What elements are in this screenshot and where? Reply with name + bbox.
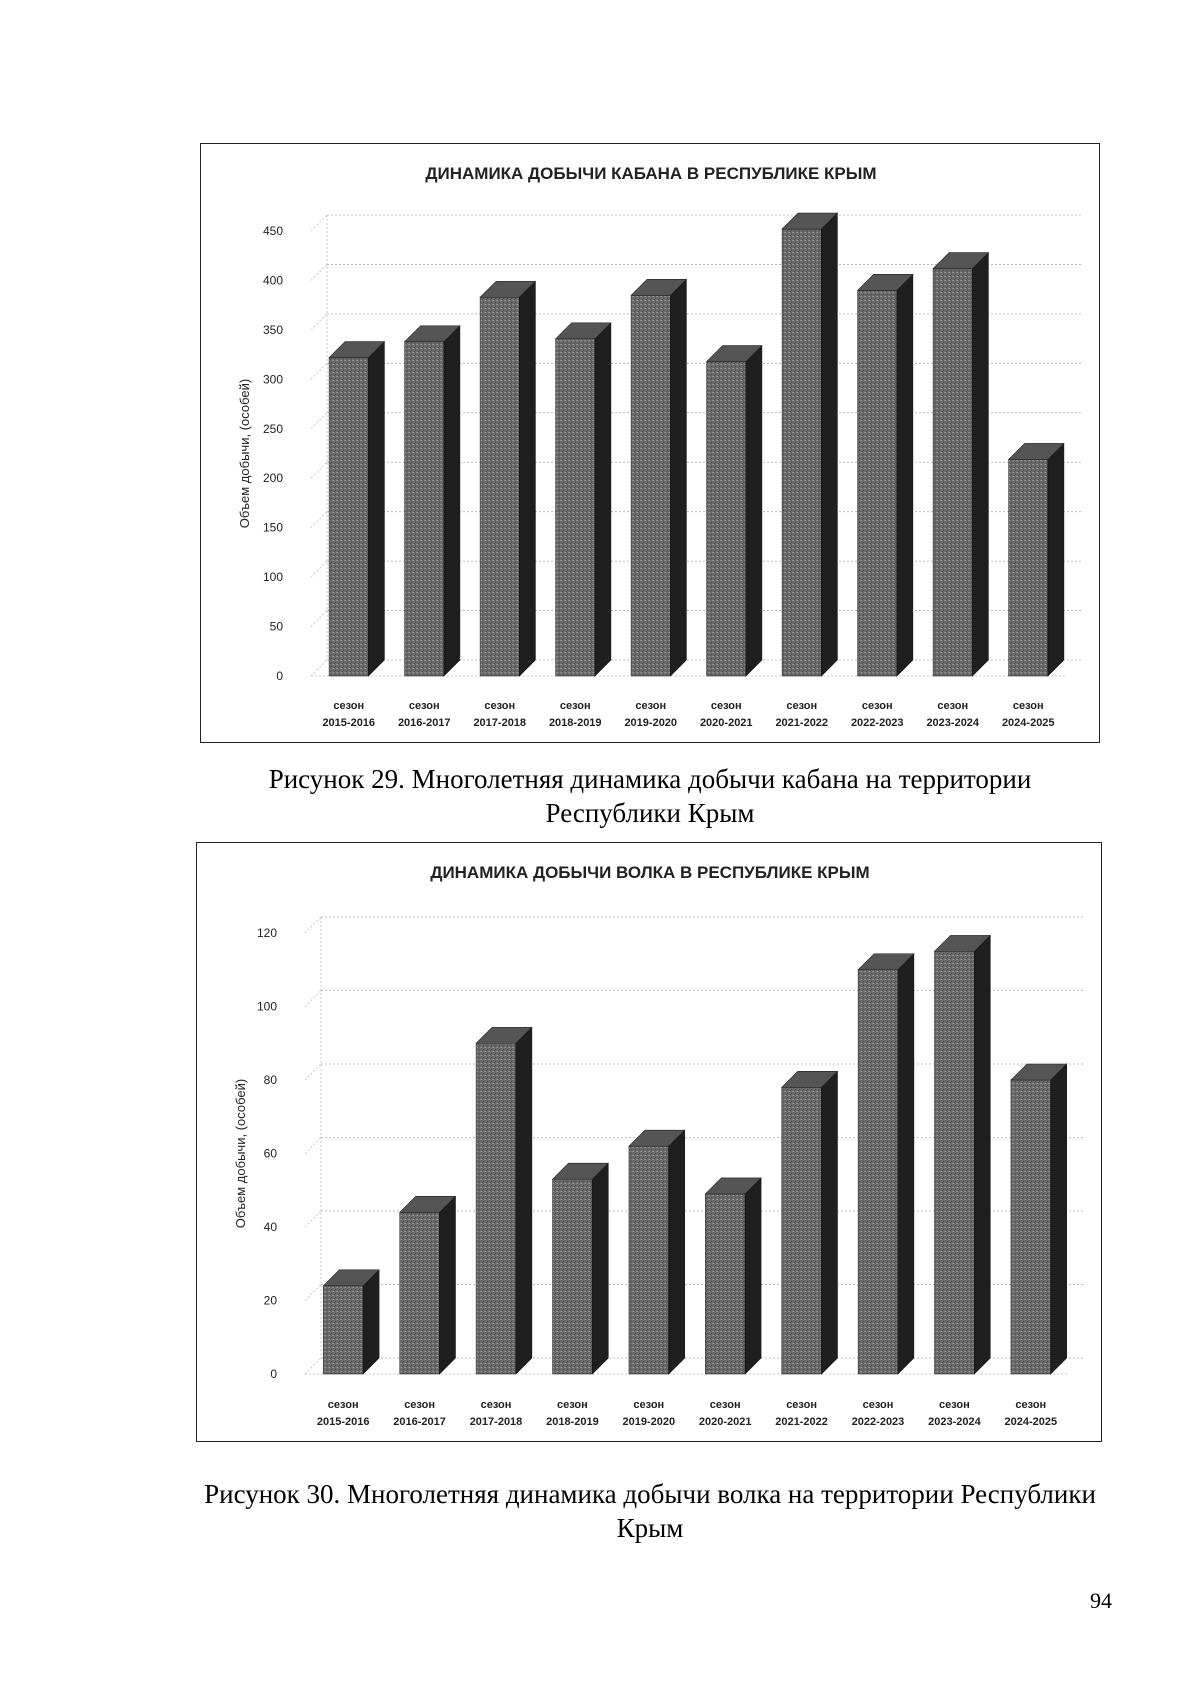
- wolf-x-tick-label: 2023-2024: [928, 1416, 981, 1428]
- wolf-bar-front: [858, 970, 898, 1374]
- boar-x-tick-label: сезон: [937, 700, 969, 712]
- wolf-bar-front: [629, 1146, 669, 1374]
- wolf-bar: [858, 954, 914, 1374]
- boar-bar: [782, 213, 837, 676]
- wolf-y-tick-label: 100: [256, 999, 277, 1014]
- wolf-x-tick-label: 2015-2016: [316, 1416, 370, 1428]
- wolf-bar: [553, 1163, 609, 1374]
- page-number: 94: [1090, 1588, 1112, 1613]
- wolf-y-tick-label: 40: [263, 1220, 277, 1234]
- boar-bar-side: [444, 326, 460, 676]
- wolf-x-tick-label: 2018-2019: [546, 1416, 599, 1428]
- boar-x-tick-label: 2019-2020: [624, 717, 678, 729]
- boar-y-tick-label: 400: [262, 273, 283, 288]
- wolf-chart-svg: [197, 843, 1103, 1443]
- boar-bar-front: [782, 229, 821, 676]
- wolf-x-tick-label: сезон: [557, 1399, 588, 1411]
- boar-bar-side: [368, 342, 384, 676]
- boar-y-tick-label: 200: [262, 471, 283, 486]
- wolf-side-gridline: [305, 1138, 321, 1154]
- wolf-x-tick-label: 2021-2022: [775, 1416, 828, 1428]
- wolf-bar-front: [553, 1179, 593, 1374]
- wolf-side-gridline: [305, 917, 321, 933]
- boar-y-tick-label: 100: [262, 570, 283, 585]
- boar-x-tick-label: 2022-2023: [850, 717, 904, 729]
- boar-bar-side: [821, 213, 837, 676]
- boar-bar-side: [670, 279, 686, 676]
- boar-bar-side: [972, 253, 988, 676]
- wolf-bar-side: [516, 1027, 532, 1374]
- boar-bar-front: [329, 358, 368, 676]
- wolf-bar: [629, 1130, 685, 1374]
- boar-side-gridline: [311, 215, 327, 231]
- boar-x-tick-label: 2017-2018: [473, 717, 527, 729]
- wolf-bar: [476, 1027, 532, 1374]
- boar-bar-side: [746, 346, 762, 676]
- wolf-bar-side: [439, 1196, 455, 1374]
- boar-y-tick-label: 450: [262, 224, 283, 238]
- boar-side-gridline: [311, 512, 327, 528]
- boar-bar-side: [519, 281, 535, 676]
- wolf-side-gridline: [305, 1064, 321, 1080]
- boar-bar: [1009, 443, 1064, 676]
- wolf-bar: [705, 1178, 761, 1374]
- boar-bar-front: [480, 297, 519, 676]
- wolf-x-tick-label: 2019-2020: [622, 1416, 676, 1428]
- boar-side-gridline: [311, 314, 327, 330]
- wolf-x-tick-label: сезон: [633, 1399, 665, 1411]
- boar-bar: [933, 253, 988, 676]
- boar-bar: [556, 323, 611, 676]
- boar-x-tick-label: 2020-2021: [699, 717, 753, 729]
- boar-x-tick-label: сезон: [333, 700, 365, 712]
- boar-x-tick-label: сезон: [861, 700, 893, 712]
- wolf-harvest-chart: [196, 842, 1102, 1442]
- wolf-bar-side: [669, 1130, 685, 1374]
- boar-y-tick-label: 300: [262, 372, 283, 387]
- boar-bar-side: [897, 274, 913, 676]
- boar-x-tick-label: сезон: [635, 700, 667, 712]
- boar-x-tick-label: 2021-2022: [775, 717, 829, 729]
- wolf-x-tick-label: 2022-2023: [851, 1416, 905, 1428]
- boar-side-gridline: [311, 363, 327, 379]
- boar-bar-front: [933, 269, 972, 676]
- wolf-bar-side: [974, 935, 990, 1374]
- wolf-y-tick-label: 0: [270, 1367, 277, 1381]
- wolf-chart-title: ДИНАМИКА ДОБЫЧИ ВОЛКА В РЕСПУБЛИКЕ КРЫМ: [430, 863, 870, 882]
- boar-bar-front: [405, 342, 444, 676]
- boar-y-tick-label: 350: [262, 322, 283, 337]
- wolf-side-gridline: [305, 1358, 321, 1374]
- wolf-bar-front: [323, 1286, 363, 1374]
- wolf-bar: [935, 935, 991, 1374]
- boar-bar: [329, 342, 384, 676]
- wolf-x-tick-label: сезон: [480, 1399, 512, 1411]
- boar-y-tick-label: 50: [269, 619, 283, 634]
- boar-harvest-chart: [200, 143, 1100, 743]
- boar-side-gridline: [311, 264, 327, 280]
- wolf-side-gridline: [305, 991, 321, 1007]
- wolf-x-tick-label: 2020-2021: [698, 1416, 752, 1428]
- boar-bar-front: [858, 290, 897, 676]
- wolf-y-tick-label: 60: [263, 1146, 277, 1161]
- wolf-x-tick-label: сезон: [709, 1399, 741, 1411]
- boar-x-tick-label: сезон: [1012, 700, 1044, 712]
- wolf-y-axis-label: Объем добычи, (особей): [233, 1078, 248, 1229]
- wolf-bar-side: [821, 1071, 837, 1374]
- boar-bar-front: [556, 339, 595, 676]
- wolf-bar-side: [745, 1178, 761, 1374]
- wolf-x-tick-label: сезон: [404, 1399, 435, 1411]
- boar-bar: [480, 281, 535, 676]
- boar-chart-title: ДИНАМИКА ДОБЫЧИ КАБАНА В РЕСПУБЛИКЕ КРЫМ: [425, 164, 877, 183]
- boar-y-tick-label: 150: [262, 520, 283, 535]
- wolf-x-tick-label: сезон: [939, 1399, 970, 1411]
- boar-side-gridline: [311, 413, 327, 429]
- boar-bar-front: [1009, 459, 1048, 676]
- boar-side-gridline: [311, 660, 327, 676]
- boar-side-gridline: [311, 611, 327, 627]
- boar-x-tick-label: 2016-2017: [397, 717, 451, 729]
- wolf-bar-side: [592, 1163, 608, 1374]
- wolf-x-tick-label: сезон: [862, 1399, 894, 1411]
- wolf-bar-side: [1051, 1064, 1067, 1374]
- wolf-y-tick-label: 20: [263, 1293, 277, 1308]
- wolf-x-tick-label: сезон: [1015, 1399, 1047, 1411]
- wolf-x-tick-label: 2024-2025: [1004, 1416, 1058, 1428]
- wolf-bar-front: [476, 1043, 516, 1374]
- boar-bar-side: [595, 323, 611, 676]
- boar-bar-side: [1048, 443, 1064, 676]
- wolf-bar: [782, 1071, 838, 1374]
- wolf-x-tick-label: 2017-2018: [469, 1416, 523, 1428]
- boar-side-gridline: [311, 462, 327, 478]
- boar-bar: [707, 346, 762, 676]
- boar-y-tick-label: 250: [262, 421, 283, 436]
- wolf-bar: [400, 1196, 456, 1374]
- boar-x-tick-label: 2023-2024: [926, 717, 980, 729]
- boar-x-tick-label: 2018-2019: [548, 717, 602, 729]
- wolf-side-gridline: [305, 1285, 321, 1301]
- boar-x-tick-label: сезон: [710, 700, 742, 712]
- boar-x-tick-label: сезон: [559, 700, 591, 712]
- boar-side-gridline: [311, 561, 327, 577]
- boar-bar-front: [631, 295, 670, 676]
- boar-x-tick-label: 2024-2025: [1001, 717, 1055, 729]
- boar-x-tick-label: 2015-2016: [322, 717, 376, 729]
- boar-bar-front: [707, 362, 746, 676]
- boar-bar: [631, 279, 686, 676]
- wolf-x-tick-label: 2016-2017: [393, 1416, 446, 1428]
- boar-bar: [858, 274, 913, 676]
- boar-x-tick-label: сезон: [786, 700, 818, 712]
- wolf-bar-front: [400, 1212, 440, 1374]
- figure-30-caption: Рисунок 30. Многолетняя динамика добычи волка на территории Республики Крым: [204, 1479, 1096, 1543]
- wolf-x-tick-label: сезон: [327, 1399, 359, 1411]
- boar-x-tick-label: сезон: [484, 700, 516, 712]
- wolf-bar-side: [363, 1270, 379, 1374]
- boar-y-tick-label: 0: [276, 669, 283, 683]
- wolf-y-tick-label: 120: [256, 926, 277, 940]
- boar-chart-svg: [201, 144, 1101, 744]
- boar-y-axis-label: Объем добычи, (особей): [237, 378, 252, 529]
- wolf-bar-front: [782, 1087, 822, 1374]
- boar-x-tick-label: сезон: [408, 700, 440, 712]
- wolf-bar-front: [935, 951, 975, 1374]
- wolf-bar: [1011, 1064, 1067, 1374]
- figure-29-caption: Рисунок 29. Многолетняя динамика добычи кабана на территории Республики Крым: [268, 764, 1032, 828]
- boar-bar: [405, 326, 460, 676]
- wolf-bar: [323, 1270, 379, 1374]
- wolf-side-gridline: [305, 1211, 321, 1227]
- wolf-bar-front: [705, 1194, 745, 1374]
- wolf-bar-side: [898, 954, 914, 1374]
- wolf-bar-front: [1011, 1080, 1051, 1374]
- wolf-x-tick-label: сезон: [786, 1399, 817, 1411]
- wolf-y-tick-label: 80: [263, 1073, 277, 1087]
